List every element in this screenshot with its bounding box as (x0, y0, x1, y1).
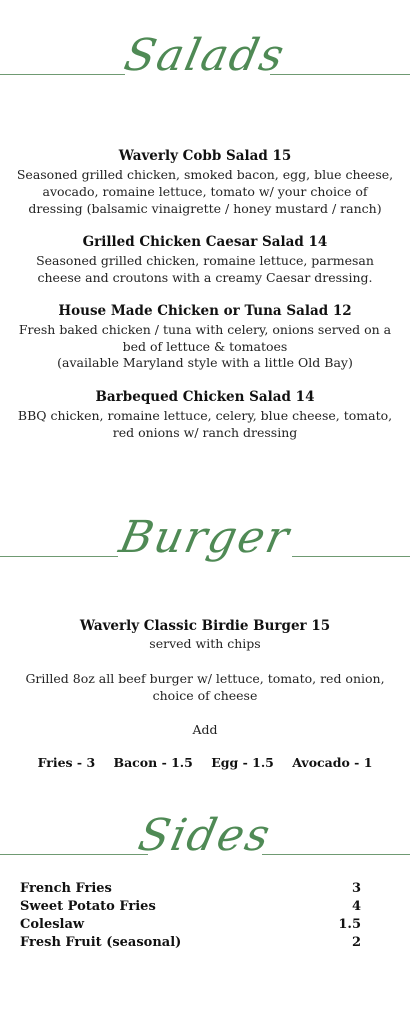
addon-egg: Egg - 1.5 (211, 755, 274, 770)
burger-subtitle: served with chips (149, 636, 261, 651)
bbq-salad-title: Barbequed Chicken Salad 14 (95, 389, 315, 405)
addon-fries: Fries - 3 (37, 755, 96, 770)
side-price: 1.5 (338, 917, 361, 932)
side-name: Sweet Potato Fries (20, 899, 156, 914)
burger-heading-text: Burger (115, 512, 295, 563)
salads-heading-text: Salads (119, 30, 291, 81)
sides-list (20, 880, 361, 952)
burger-title: Waverly Classic Birdie Burger 15 (79, 618, 331, 634)
bbq-salad-description: BBQ chicken, romaine lettuce, celery, blue cheese, tomato, red onions w/ ranch dressing (17, 408, 393, 440)
side-name: French Fries (20, 881, 112, 896)
addon-bacon: Bacon - 1.5 (113, 755, 193, 770)
burger-add-label: Add (192, 722, 218, 737)
list-item (20, 916, 361, 934)
sides-heading-text: Sides (134, 810, 276, 861)
sides-heading (0, 810, 410, 890)
side-price: 3 (351, 881, 361, 896)
salads-heading (0, 30, 410, 110)
list-item (20, 880, 361, 898)
side-name: Fresh Fruit (seasonal) (20, 935, 182, 950)
addon-avocado: Avocado - 1 (292, 755, 373, 770)
side-price: 2 (351, 935, 361, 950)
chicken-tuna-salad-description: Fresh baked chicken / tuna with celery, onions served on a bed of lettuce & tomatoes (18, 322, 392, 354)
side-price: 4 (351, 899, 361, 914)
side-name: Coleslaw (20, 917, 85, 932)
burger-heading (0, 512, 410, 592)
chicken-tuna-salad-title: House Made Chicken or Tuna Salad 12 (58, 303, 352, 319)
caesar-salad-description: Seasoned grilled chicken, romaine lettuce, parmesan cheese and croutons with a creamy Caesar dressing. (36, 253, 374, 285)
burger-addons (0, 755, 410, 770)
burger-description: Grilled 8oz all beef burger w/ lettuce, tomato, red onion, choice of cheese (25, 671, 385, 703)
caesar-salad-title: Grilled Chicken Caesar Salad 14 (82, 234, 328, 250)
cobb-salad-description: Seasoned grilled chicken, smoked bacon, egg, blue cheese, avocado, romaine lettuce, tomato w/ your choice of dressing (balsamic vinaigrette / honey mustard / ranch) (16, 167, 394, 216)
list-item (20, 898, 361, 916)
chicken-tuna-salad-note: (available Maryland style with a little Old Bay) (57, 355, 353, 370)
cobb-salad-title: Waverly Cobb Salad 15 (118, 148, 292, 164)
list-item (20, 934, 361, 952)
